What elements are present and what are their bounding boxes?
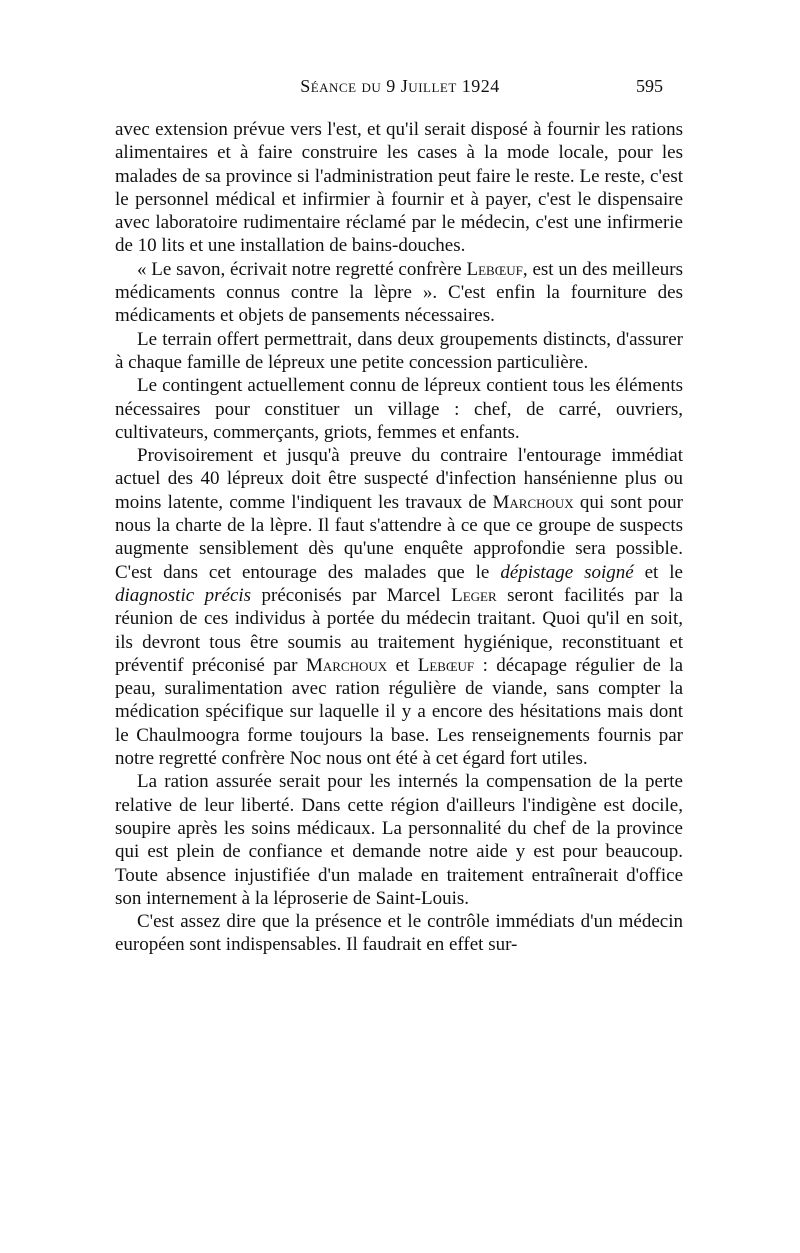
- text-run: « Le savon, écrivait notre regretté confrère: [137, 258, 467, 280]
- page-header: [0, 76, 800, 100]
- text-run: : décapage régulier de la peau, suralimentation avec ration régulière de viande, sans compter la médication spécifique sur laquelle il y a encore des hésitations mais dont le Chaulmoogra forme toujours la base. Les renseignements fournis par notre regretté confrère Noc nous ont été à cet égard fort utiles.: [115, 654, 683, 770]
- author-name-leboeuf-2: Lebœuf: [417, 654, 475, 676]
- emphasis-diagnostic: diagnostic précis: [115, 584, 252, 606]
- running-title: Séance du 9 Juillet 1924: [300, 76, 500, 96]
- text-run: et: [387, 654, 418, 676]
- page-number: 595: [636, 76, 663, 96]
- author-name-leboeuf: Lebœuf: [466, 258, 523, 280]
- text-run: Provisoirement et jusqu'à preuve du contraire l'entourage immédiat actuel des 40 lépreux doit être suspecté d'infection hansénienne plus ou moins latente, comme l'indiquent les travaux de: [115, 445, 683, 513]
- paragraph-provisoirement: [115, 444, 683, 770]
- text-run: seront facilités par la réunion de ces individus à portée du médecin traitant. Quoi qu'il en soit, ils devront tous être soumis au traitement hygiénique, reconstituant et préventif préconisé par: [115, 584, 683, 676]
- author-name-marchoux-2: Marchoux: [305, 654, 388, 676]
- author-name-leger: Leger: [451, 584, 497, 606]
- paragraph-conclusion: C'est assez dire que la présence et le contrôle immédiats d'un médecin européen sont indispensables. Il faudrait en effet sur-: [115, 911, 683, 956]
- paragraph-terrain: Le terrain offert permettrait, dans deux groupements distincts, d'assurer à chaque famille de lépreux une petite concession particulière.: [115, 328, 683, 373]
- text-run: qui sont pour nous la charte de la lèpre. Il faut s'attendre à ce que ce groupe de suspects augmente sensiblement dès qu'une enquête approfondie sera possible. C'est dans cet entourage des malades que le: [115, 491, 684, 583]
- body-text: [115, 118, 683, 957]
- emphasis-depistage: dépistage soigné: [500, 561, 634, 583]
- text-run: et le: [633, 561, 683, 583]
- paragraph-ration: La ration assurée serait pour les internés la compensation de la perte relative de leur liberté. Dans cette région d'ailleurs l'indigène est docile, soupire après les soins médicaux. La personnalité du chef de la province qui est plein de confiance et demande notre aide y est pour beaucoup. Toute absence injustifiée d'un malade en traitement entraînerait d'office son internement à la léproserie de Saint-Louis.: [115, 771, 683, 909]
- paragraph-soap-quote: [115, 258, 683, 328]
- author-name-marchoux: Marchoux: [492, 491, 574, 513]
- text-run: préconisés par Marcel: [251, 584, 452, 606]
- paragraph-contingent: Le contingent actuellement connu de lépreux contient tous les éléments nécessaires pour constituer un village : chef, de carré, ouvriers, cultivateurs, commerçants, griots, femmes et enfants.: [115, 375, 683, 443]
- text-run: , est un des meilleurs médicaments connus contre la lèpre ». C'est enfin la fourniture des médicaments et objets de pansements nécessaires.: [115, 258, 683, 327]
- paragraph-continued: avec extension prévue vers l'est, et qu'il serait disposé à fournir les rations alimentaires et à faire construire les cases à la mode locale, pour les malades de sa province si l'administration peut faire le reste. Le reste, c'est le personnel médical et infirmier à fournir et à payer, c'est le dispensaire avec laboratoire rudimentaire réclamé par le médecin, c'est une infirmerie de 10 lits et une installation de bains-douches.: [115, 119, 683, 257]
